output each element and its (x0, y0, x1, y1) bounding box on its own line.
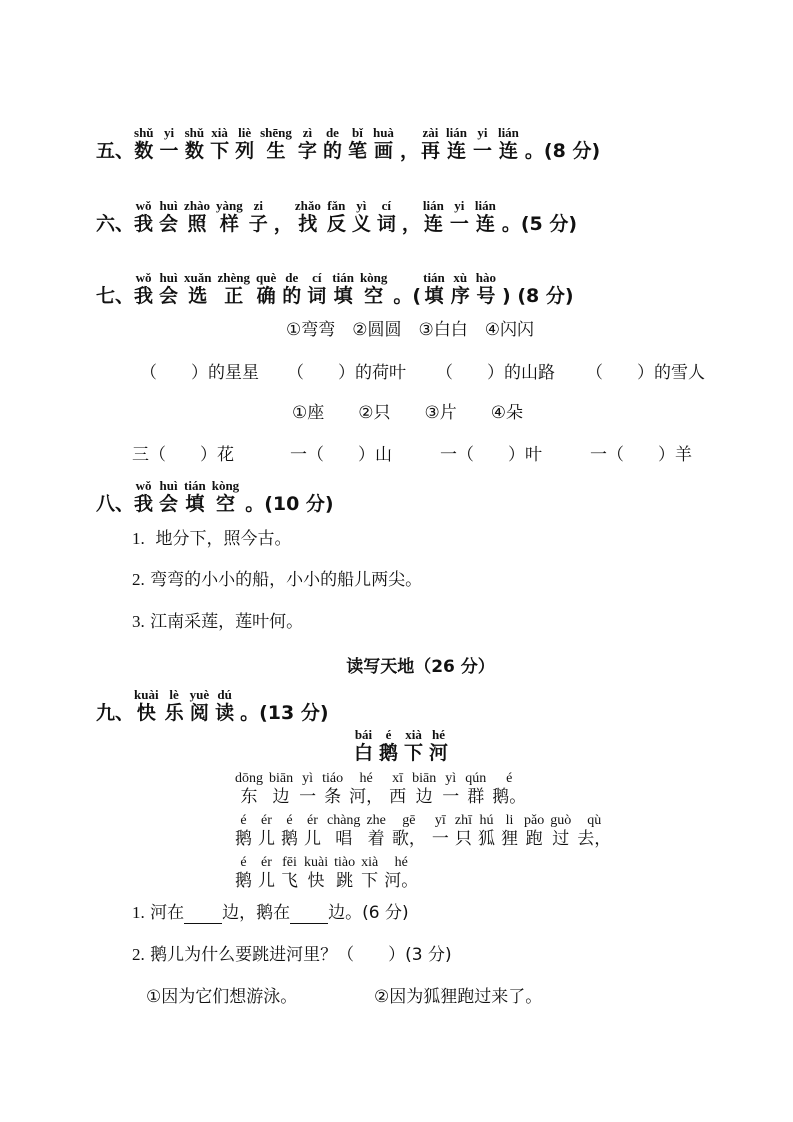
hanzi: 反 (326, 213, 346, 235)
pinyin: huì (159, 270, 178, 285)
hanzi: 我 (134, 213, 154, 235)
pinyin: é (240, 813, 247, 828)
hanzi: 边 (272, 787, 290, 807)
q8-item-2: 2. 弯弯的小小的船，小小的船儿两尖。 (132, 570, 423, 590)
hanzi: 一 (299, 787, 317, 807)
pinyin-char (184, 271, 211, 307)
pinyin: é (240, 855, 247, 870)
poem-char (235, 856, 252, 891)
score-label: ) (8 分) (502, 285, 574, 307)
score-label: 。(13 分) (240, 702, 329, 724)
hanzi: 群 (467, 787, 485, 807)
poem-char (455, 814, 472, 849)
hanzi: 儿 (258, 829, 275, 849)
hanzi: 会 (159, 493, 179, 515)
q7-fill-1-c: （ ）的山路 (436, 363, 555, 383)
q7-fill-2-d: 一（ ）羊 (590, 445, 692, 465)
pinyin: wǒ (135, 198, 152, 213)
poem-char (442, 772, 459, 807)
pinyin: ér (261, 855, 272, 870)
hanzi: 笔 (347, 140, 367, 162)
hanzi: 狸 (500, 829, 518, 849)
question-8-heading (96, 479, 334, 515)
pinyin: hào (475, 270, 497, 285)
pinyin: yì (445, 771, 457, 786)
hanzi: 快 (307, 871, 325, 891)
hanzi: 空 (215, 493, 235, 515)
pinyin: lián (497, 125, 519, 140)
poem-char (299, 772, 316, 807)
poem-char (384, 856, 418, 891)
pinyin-char (429, 728, 448, 764)
pinyin-char (446, 126, 467, 162)
hanzi: 阅 (189, 702, 209, 724)
pinyin: zi (253, 198, 263, 213)
hanzi: 字 (297, 140, 317, 162)
hanzi: 鹅 (379, 742, 399, 764)
section-title: 读写天地（26 分） (346, 657, 495, 677)
hanzi: 连 (423, 213, 443, 235)
pinyin: zhào (184, 198, 211, 213)
score-label: 。(5 分) (501, 213, 578, 235)
q7-fill-2-c: 一（ ）叶 (440, 445, 542, 465)
question-number: 八、 (96, 493, 135, 515)
poem-char (322, 772, 343, 807)
pinyin: kòng (211, 478, 240, 493)
poem-char (269, 772, 293, 807)
poem-char (304, 856, 328, 891)
pinyin: xià (361, 855, 379, 870)
hanzi: 序 (450, 285, 470, 307)
hanzi: 再 (420, 140, 440, 162)
poem-char (492, 772, 526, 807)
hanzi: 的 (282, 285, 302, 307)
pinyin: guò (550, 813, 572, 828)
pinyin-char (159, 271, 178, 307)
pinyin: chàng (327, 813, 361, 828)
poem-char (304, 814, 321, 849)
poem-char (361, 856, 378, 891)
pinyin-char (402, 199, 421, 235)
hanzi: 下 (404, 742, 424, 764)
q8-item-1: 1. 地分下，照今古。 (132, 529, 292, 549)
pinyin: huà (372, 125, 394, 140)
poem-char (334, 856, 355, 891)
pinyin: xià (405, 727, 422, 742)
pinyin: gē (402, 813, 416, 828)
hanzi: 我 (134, 285, 154, 307)
pinyin: qún (465, 771, 487, 786)
pinyin-char (134, 271, 153, 307)
pinyin-char (210, 126, 229, 162)
hanzi: 条 (324, 787, 342, 807)
hanzi: 会 (159, 285, 179, 307)
pinyin: yuè (189, 687, 210, 702)
pinyin-char (134, 199, 153, 235)
pinyin: lián (445, 125, 467, 140)
pinyin-char (393, 271, 421, 307)
hanzi: 列 (235, 140, 255, 162)
pinyin: qù (587, 813, 602, 828)
score-label: 。(10 分) (245, 493, 334, 515)
hanzi: 过 (552, 829, 570, 849)
pinyin-char (348, 126, 367, 162)
poem-char (258, 814, 275, 849)
hanzi: 一 (159, 140, 179, 162)
pinyin: biān (412, 771, 437, 786)
question-number: 六、 (96, 213, 135, 235)
pinyin: tiáo (322, 771, 344, 786)
pinyin: cí (312, 270, 322, 285)
pinyin-char (450, 199, 469, 235)
pinyin-char (160, 126, 179, 162)
poem-char (258, 856, 275, 891)
pinyin: zhǎo (294, 198, 321, 213)
pinyin: yi (163, 125, 175, 140)
pinyin: liè (238, 125, 252, 140)
pinyin-char (249, 199, 268, 235)
hanzi: 飞 (281, 871, 298, 891)
poem-line-1 (235, 772, 532, 807)
pinyin: yī (434, 813, 446, 828)
question-7-heading (96, 271, 574, 307)
score-label: 。(8 分) (524, 140, 601, 162)
hanzi: 跑 (525, 829, 543, 849)
pinyin-char (352, 199, 371, 235)
pinyin: zhī (454, 813, 472, 828)
poem-char (235, 772, 263, 807)
hanzi: 确 (256, 285, 276, 307)
pinyin-char (282, 271, 301, 307)
hanzi: 词 (307, 285, 327, 307)
pinyin: hú (479, 813, 494, 828)
q9-choice-2: ②因为狐狸跑过来了。 (374, 987, 543, 1007)
pinyin-char (256, 271, 276, 307)
pinyin: huì (159, 198, 178, 213)
hanzi: 样 (219, 213, 239, 235)
pinyin: é (286, 813, 293, 828)
hanzi: 跳 (336, 871, 354, 891)
pinyin: shēng (260, 125, 292, 140)
pinyin: xī (392, 771, 404, 786)
hanzi: 鹅 (235, 871, 252, 891)
hanzi: 唱 (335, 829, 353, 849)
pinyin-char (377, 199, 396, 235)
q7-fill-1-a: （ ）的星星 (140, 363, 259, 383)
pinyin-char (134, 126, 154, 162)
pinyin-char (476, 271, 496, 307)
pinyin-char (354, 728, 373, 764)
hanzi: 生 (266, 140, 286, 162)
hanzi: 一 (449, 213, 469, 235)
poem-char (235, 814, 252, 849)
hanzi: 东 (240, 787, 258, 807)
pinyin: kòng (359, 270, 388, 285)
pinyin-char (475, 199, 496, 235)
pinyin: é (506, 771, 513, 786)
hanzi: 读 (215, 702, 235, 724)
hanzi: 填 (333, 285, 353, 307)
question-6-heading (96, 199, 577, 235)
poem-char (501, 814, 518, 849)
pinyin-char (404, 728, 423, 764)
pinyin: tián (184, 478, 206, 493)
poem-char (550, 814, 571, 849)
hanzi: ， (401, 213, 421, 235)
poem-char (478, 814, 495, 849)
poem-char (366, 814, 385, 849)
hanzi: 数 (184, 140, 204, 162)
question-number: 七、 (96, 285, 135, 307)
poem-char (577, 814, 611, 849)
hanzi: 正 (224, 285, 244, 307)
pinyin: de (325, 125, 339, 140)
pinyin: kuài (134, 687, 159, 702)
pinyin-char (332, 271, 354, 307)
pinyin-char (473, 126, 492, 162)
hanzi: 河。 (384, 871, 419, 891)
hanzi: 儿 (304, 829, 321, 849)
answer-blank-1[interactable] (184, 908, 222, 924)
hanzi: 。( (393, 285, 422, 307)
hanzi: 词 (376, 213, 396, 235)
pinyin-char (212, 479, 239, 515)
poem-char (327, 814, 360, 849)
pinyin-char (185, 126, 205, 162)
hanzi: 乐 (164, 702, 184, 724)
hanzi: 河， (349, 787, 384, 807)
pinyin: wǒ (135, 478, 152, 493)
pinyin: tián (332, 270, 354, 285)
poem-char (524, 814, 544, 849)
pinyin: hé (359, 771, 373, 786)
hanzi: 连 (475, 213, 495, 235)
pinyin: biān (269, 771, 294, 786)
pinyin-char (298, 126, 317, 162)
pinyin-char (165, 688, 184, 724)
poem-line-2 (235, 814, 617, 849)
pinyin-char (423, 271, 445, 307)
pinyin: de (285, 270, 299, 285)
hanzi: 着 (367, 829, 385, 849)
pinyin-char (159, 199, 178, 235)
pinyin: hé (432, 727, 446, 742)
pinyin-char (274, 199, 293, 235)
hanzi: 连 (446, 140, 466, 162)
pinyin: wǒ (135, 270, 152, 285)
q7-options-1: ①弯弯 ②圆圆 ③白白 ④闪闪 (286, 320, 534, 340)
poem-char (281, 814, 298, 849)
pinyin: yi (454, 198, 465, 213)
pinyin: yàng (216, 198, 243, 213)
pinyin: xuǎn (184, 270, 212, 285)
hanzi: 歌， (391, 829, 426, 849)
pinyin-char (134, 688, 159, 724)
pinyin-char (184, 199, 210, 235)
poem-title (354, 728, 454, 764)
pinyin-char (260, 126, 292, 162)
poem-char (412, 772, 436, 807)
q7-options-2: ①座 ②只 ③片 ④朵 (292, 403, 523, 423)
question-9-heading (96, 688, 329, 724)
pinyin-char (451, 271, 470, 307)
hanzi: 去， (577, 829, 612, 849)
hanzi: 数 (134, 140, 154, 162)
hanzi: 选 (188, 285, 208, 307)
pinyin: fēi (282, 855, 297, 870)
hanzi: 空 (364, 285, 384, 307)
pinyin: yi (477, 125, 488, 140)
question-5-heading (96, 126, 600, 162)
pinyin-char (323, 126, 342, 162)
q8-item-3: 3. 江南采莲，莲叶何。 (132, 612, 304, 632)
hanzi: 子 (248, 213, 268, 235)
hanzi: 填 (424, 285, 444, 307)
pinyin-char (218, 271, 251, 307)
hanzi: 快 (136, 702, 156, 724)
q7-fill-2-b: 一（ ）山 (290, 445, 392, 465)
hanzi: 连 (498, 140, 518, 162)
hanzi: 一 (431, 829, 449, 849)
hanzi: 一 (472, 140, 492, 162)
pinyin: zì (302, 125, 313, 140)
pinyin-char (235, 126, 254, 162)
pinyin: yì (356, 198, 367, 213)
pinyin-char (400, 126, 419, 162)
poem-char (389, 772, 406, 807)
q9-question-1: 1. 河在 边，鹅在 边。(6 分) (132, 903, 409, 923)
hanzi: 只 (454, 829, 472, 849)
pinyin: hé (394, 855, 408, 870)
hanzi: 狐 (477, 829, 495, 849)
pinyin: shǔ (184, 125, 205, 140)
pinyin: yì (302, 771, 314, 786)
q9-choice-1: ①因为它们想游泳。 (146, 987, 298, 1007)
pinyin: fǎn (327, 198, 346, 213)
pinyin: bái (354, 727, 373, 742)
pinyin: zhèng (217, 270, 251, 285)
q7-fill-1-b: （ ）的荷叶 (287, 363, 406, 383)
pinyin: zhe (366, 813, 386, 828)
question-number: 九、 (96, 702, 135, 724)
q9-question-2: 2. 鹅儿为什么要跳进河里？（ ）(3 分) (132, 945, 452, 965)
pinyin-char (190, 688, 210, 724)
pinyin: ér (307, 813, 318, 828)
pinyin: ér (261, 813, 272, 828)
hanzi: 照 (187, 213, 207, 235)
hanzi: 我 (134, 493, 154, 515)
pinyin-char (295, 199, 321, 235)
pinyin: dōng (235, 771, 263, 786)
pinyin: tiào (334, 855, 356, 870)
pinyin: què (256, 270, 277, 285)
pinyin: é (385, 727, 392, 742)
pinyin: lè (169, 687, 179, 702)
pinyin: li (505, 813, 514, 828)
pinyin: kuài (304, 855, 329, 870)
hanzi: 鹅 (235, 829, 252, 849)
poem-char (465, 772, 486, 807)
poem-char (432, 814, 449, 849)
hanzi: 的 (322, 140, 342, 162)
pinyin-char (184, 479, 206, 515)
pinyin: dú (217, 687, 232, 702)
pinyin: xù (453, 270, 468, 285)
hanzi: 找 (298, 213, 318, 235)
hanzi: 号 (476, 285, 496, 307)
poem-char (281, 856, 298, 891)
pinyin-char (421, 126, 440, 162)
hanzi: 下 (210, 140, 230, 162)
pinyin-char (215, 688, 234, 724)
hanzi: 下 (361, 871, 379, 891)
pinyin-char (216, 199, 243, 235)
hanzi: 西 (389, 787, 407, 807)
pinyin-char (327, 199, 346, 235)
pinyin: shǔ (134, 125, 154, 140)
pinyin-char (134, 479, 153, 515)
hanzi: 白 (354, 742, 374, 764)
hanzi: 填 (185, 493, 205, 515)
pinyin-char (307, 271, 326, 307)
pinyin: zài (422, 125, 439, 140)
pinyin-char (360, 271, 387, 307)
answer-blank-2[interactable] (290, 908, 328, 924)
hanzi: 鹅 (281, 829, 298, 849)
hanzi: 鹅。 (492, 787, 527, 807)
hanzi: 画 (373, 140, 393, 162)
pinyin-char (159, 479, 178, 515)
question-number: 五、 (96, 140, 135, 162)
hanzi: 会 (159, 213, 179, 235)
pinyin: bǐ (352, 125, 363, 140)
hanzi: 河 (429, 742, 449, 764)
hanzi: ， (399, 140, 419, 162)
pinyin: huì (159, 478, 178, 493)
hanzi: ， (273, 213, 293, 235)
pinyin-char (498, 126, 519, 162)
poem-char (349, 772, 383, 807)
hanzi: 一 (442, 787, 460, 807)
pinyin: xià (211, 125, 228, 140)
hanzi: 义 (351, 213, 371, 235)
pinyin: tián (423, 270, 445, 285)
pinyin: cí (381, 198, 392, 213)
hanzi: 儿 (258, 871, 275, 891)
pinyin-char (379, 728, 398, 764)
pinyin: lián (474, 198, 496, 213)
q7-fill-2-a: 三（ ）花 (132, 445, 234, 465)
poem-char (392, 814, 426, 849)
pinyin-char (423, 199, 444, 235)
q7-fill-1-d: （ ）的雪人 (586, 363, 705, 383)
pinyin: pǎo (523, 813, 545, 828)
pinyin-char (373, 126, 394, 162)
poem-line-3 (235, 856, 424, 891)
pinyin: lián (422, 198, 444, 213)
hanzi: 边 (415, 787, 433, 807)
